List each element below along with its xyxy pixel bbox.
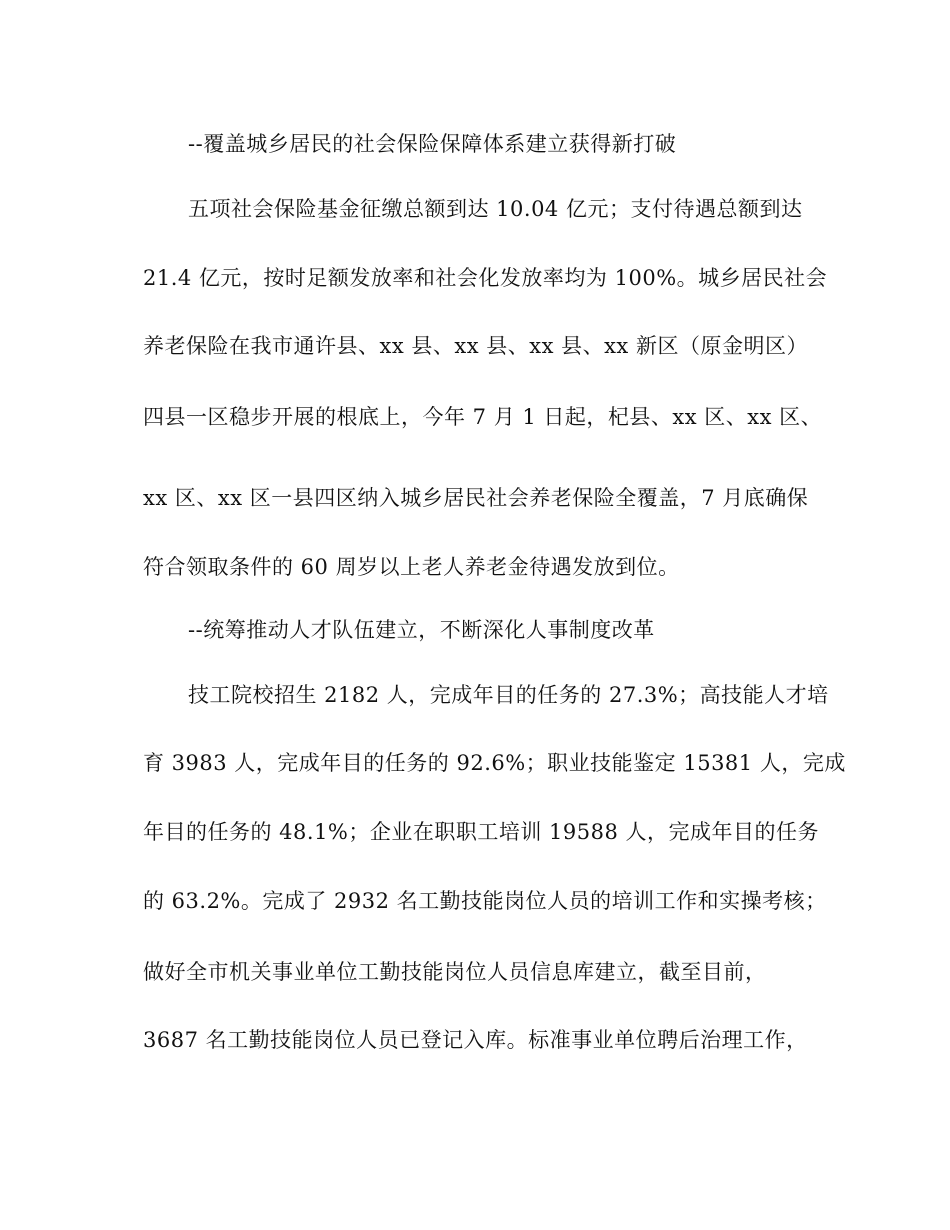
paragraph-line: xx 区、xx 区一县四区纳入城乡居民社会养老保险全覆盖，7 月底确保	[143, 486, 809, 510]
paragraph-line: 的 63.2%。完成了 2932 名工勤技能岗位人员的培训工作和实操考核；	[143, 889, 827, 913]
paragraph-line: 技工院校招生 2182 人，完成年目的任务的 27.3%；高技能人才培	[188, 683, 829, 707]
section-heading-social-insurance: --覆盖城乡居民的社会保险保障体系建立获得新打破	[188, 132, 677, 156]
paragraph-line: 年目的任务的 48.1%；企业在职职工培训 19588 人，完成年目的任务	[143, 820, 820, 844]
paragraph-line: 五项社会保险基金征缴总额到达 10.04 亿元；支付待遇总额到达	[188, 197, 803, 221]
paragraph-line: 符合领取条件的 60 周岁以上老人养老金待遇发放到位。	[143, 555, 680, 579]
paragraph-line: 做好全市机关事业单位工勤技能岗位人员信息库建立，截至目前，	[143, 960, 767, 984]
paragraph-line: 养老保险在我市通许县、xx 县、xx 县、xx 县、xx 新区（原金明区）	[143, 334, 808, 358]
paragraph-line: 四县一区稳步开展的根底上，今年 7 月 1 日起，杞县、xx 区、xx 区、	[143, 405, 823, 429]
paragraph-line: 育 3983 人，完成年目的任务的 92.6%；职业技能鉴定 15381 人，完成	[143, 751, 846, 775]
paragraph-line: 21.4 亿元，按时足额发放率和社会化发放率均为 100%。城乡居民社会	[143, 266, 828, 290]
paragraph-line: 3687 名工勤技能岗位人员已登记入库。标准事业单位聘后治理工作，	[143, 1028, 808, 1052]
section-heading-talent: --统筹推动人才队伍建立，不断深化人事制度改革	[188, 618, 655, 642]
